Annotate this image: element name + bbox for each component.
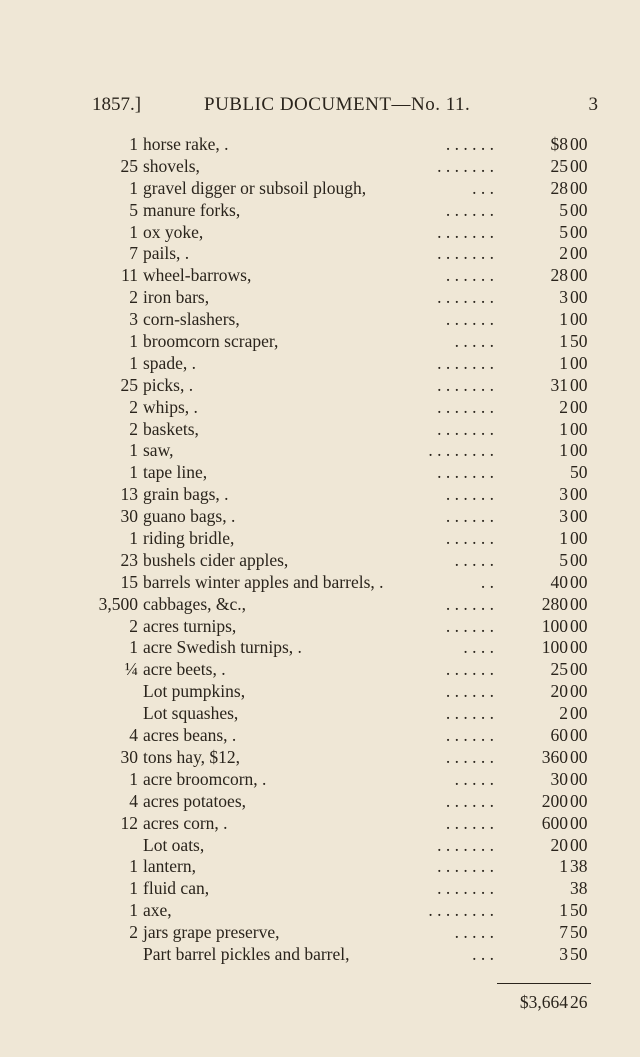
leader-dots: . . . <box>472 943 494 964</box>
total-row <box>0 992 640 1014</box>
item-cents: 00 <box>570 703 588 724</box>
item-cents: 00 <box>570 243 588 264</box>
item-cents: 00 <box>570 637 588 658</box>
item-quantity: 7 <box>129 243 138 264</box>
item-quantity: 2 <box>129 615 138 636</box>
item-quantity: 15 <box>120 571 138 592</box>
list-item <box>0 856 640 878</box>
page-number: 3 <box>588 94 598 115</box>
leader-dots: . . . . . <box>454 549 494 570</box>
item-description: acres beans, . <box>143 725 237 746</box>
list-item <box>0 156 640 178</box>
item-cents: 50 <box>570 900 588 921</box>
item-cents: 00 <box>570 768 588 789</box>
item-dollars: 600 <box>541 812 568 833</box>
item-quantity: 1 <box>129 440 138 461</box>
item-quantity: 1 <box>129 221 138 242</box>
header-year: 1857.] <box>92 94 142 115</box>
item-description: horse rake, . <box>143 134 229 154</box>
item-cents: 00 <box>570 790 588 811</box>
item-quantity: 25 <box>120 155 138 176</box>
item-dollars: 25 <box>550 659 568 680</box>
item-cents: 38 <box>570 856 588 877</box>
list-item <box>0 616 640 638</box>
list-item <box>0 747 640 769</box>
item-quantity: 1 <box>129 900 138 921</box>
leader-dots: . . . . . . . <box>437 352 494 373</box>
list-item <box>0 594 640 616</box>
list-item <box>0 287 640 309</box>
item-cents: 00 <box>570 834 588 855</box>
leader-dots: . . . . . . <box>445 134 494 154</box>
item-dollars: 7 <box>559 922 568 943</box>
item-cents: 00 <box>570 615 588 636</box>
leader-dots: . . . . . . <box>445 265 494 286</box>
leader-dots: . . . . . . <box>445 484 494 505</box>
item-description: wheel-barrows, <box>143 265 252 286</box>
item-dollars: 5 <box>559 199 568 220</box>
list-item <box>0 791 640 813</box>
item-dollars: 20 <box>550 681 568 702</box>
list-item <box>0 331 640 353</box>
leader-dots: . . . . <box>463 637 494 658</box>
item-quantity: 4 <box>129 790 138 811</box>
leader-dots: . . . . . . . <box>437 374 494 395</box>
item-quantity: 2 <box>129 418 138 439</box>
leader-dots: . . . . . . . . <box>428 440 494 461</box>
leader-dots: . . . <box>472 177 494 198</box>
leader-dots: . . . . . . <box>445 681 494 702</box>
item-cents: 00 <box>570 746 588 767</box>
item-quantity: 2 <box>129 922 138 943</box>
list-item <box>0 178 640 200</box>
item-description: acre Swedish turnips, . <box>143 637 302 658</box>
item-quantity: 30 <box>120 746 138 767</box>
item-description: bushels cider apples, <box>143 549 289 570</box>
item-cents: 50 <box>570 943 588 964</box>
list-item <box>0 572 640 594</box>
item-cents: 00 <box>570 265 588 286</box>
leader-dots: . . . . . . <box>445 790 494 811</box>
item-cents: 00 <box>570 374 588 395</box>
list-item <box>0 419 640 441</box>
item-cents: 00 <box>570 484 588 505</box>
item-cents: 00 <box>570 155 588 176</box>
leader-dots: . . . . . . . <box>437 155 494 176</box>
item-description: baskets, <box>143 418 199 439</box>
item-dollars: 40 <box>550 571 568 592</box>
item-cents: 00 <box>570 418 588 439</box>
leader-dots: . . . . . <box>454 922 494 943</box>
item-description: jars grape preserve, <box>143 922 280 943</box>
item-cents: 00 <box>570 440 588 461</box>
leader-dots: . . . . . . <box>445 812 494 833</box>
leader-dots: . . . . . . <box>445 199 494 220</box>
item-cents: 50 <box>570 922 588 943</box>
list-item <box>0 243 640 265</box>
item-quantity: 5 <box>129 199 138 220</box>
leader-dots: . . . . . . <box>445 528 494 549</box>
list-item <box>0 703 640 725</box>
leader-dots: . . . . . <box>454 768 494 789</box>
leader-dots: . . . . . . . <box>437 243 494 264</box>
item-description: grain bags, . <box>143 484 229 505</box>
list-item <box>0 944 640 966</box>
item-description: lantern, <box>143 856 196 877</box>
list-item <box>0 440 640 462</box>
item-cents: 00 <box>570 571 588 592</box>
list-item <box>0 550 640 572</box>
list-item <box>0 835 640 857</box>
leader-dots: . . . . . . . <box>437 878 494 899</box>
list-item <box>0 309 640 331</box>
item-cents: 00 <box>570 681 588 702</box>
item-description: iron bars, <box>143 287 210 308</box>
list-item <box>0 528 640 550</box>
item-dollars: 3 <box>559 287 568 308</box>
leader-dots: . . . . . . . <box>437 462 494 483</box>
item-quantity: 23 <box>120 549 138 570</box>
header-title: PUBLIC DOCUMENT—No. 11. <box>204 94 471 115</box>
item-cents: 00 <box>570 309 588 330</box>
list-item <box>0 222 640 244</box>
item-quantity: 4 <box>129 725 138 746</box>
leader-dots: . . . . . . <box>445 725 494 746</box>
list-item <box>0 134 640 156</box>
item-dollars: 280 <box>541 593 568 614</box>
list-item <box>0 725 640 747</box>
leader-dots: . . . . . . . <box>437 856 494 877</box>
item-dollars: 2 <box>559 396 568 417</box>
item-dollars: 100 <box>541 637 568 658</box>
item-dollars: 1 <box>559 352 568 373</box>
item-cents: 50 <box>570 331 588 352</box>
item-description: ox yoke, <box>143 221 204 242</box>
item-dollars: 28 <box>550 177 568 198</box>
item-dollars: 5 <box>559 549 568 570</box>
item-quantity: 25 <box>120 374 138 395</box>
item-dollars: 30 <box>550 768 568 789</box>
item-dollars: 360 <box>541 746 568 767</box>
item-description: Part barrel pickles and barrel, <box>143 943 350 964</box>
item-description: Lot oats, <box>143 834 205 855</box>
item-dollars: 1 <box>559 440 568 461</box>
item-quantity: 30 <box>120 506 138 527</box>
item-description: axe, <box>143 900 172 921</box>
item-description: acres turnips, <box>143 615 237 636</box>
item-dollars: 60 <box>550 725 568 746</box>
item-description: tape line, <box>143 462 208 483</box>
item-quantity: 2 <box>129 396 138 417</box>
list-item <box>0 375 640 397</box>
item-cents: 50 <box>570 462 588 483</box>
item-cents: 00 <box>570 549 588 570</box>
item-description: acre broomcorn, . <box>143 768 267 789</box>
item-quantity: 1 <box>129 462 138 483</box>
item-dollars: 3 <box>559 484 568 505</box>
item-cents: 38 <box>570 878 588 899</box>
leader-dots: . . . . . . <box>445 309 494 330</box>
item-description: guano bags, . <box>143 506 236 527</box>
item-quantity: 1 <box>129 856 138 877</box>
list-item <box>0 900 640 922</box>
item-description: barrels winter apples and barrels, . <box>143 571 384 592</box>
item-quantity: 13 <box>120 484 138 505</box>
list-item <box>0 200 640 222</box>
item-description: riding bridle, <box>143 528 235 549</box>
item-quantity: 1 <box>129 134 138 154</box>
item-quantity: 2 <box>129 287 138 308</box>
total-dollars: $3,664 <box>519 992 568 1012</box>
list-item <box>0 506 640 528</box>
list-item <box>0 878 640 900</box>
item-description: whips, . <box>143 396 198 417</box>
item-cents: 00 <box>570 221 588 242</box>
list-item <box>0 397 640 419</box>
item-description: Lot squashes, <box>143 703 239 724</box>
item-dollars: 31 <box>550 374 568 395</box>
item-description: broomcorn scraper, <box>143 331 279 352</box>
total-rule <box>497 983 591 984</box>
item-description: Lot pumpkins, <box>143 681 246 702</box>
item-quantity: 12 <box>120 812 138 833</box>
leader-dots: . . . . . . . <box>437 396 494 417</box>
item-description: saw, <box>143 440 174 461</box>
item-quantity: 1 <box>129 177 138 198</box>
leader-dots: . . . . . . <box>445 615 494 636</box>
list-item <box>0 265 640 287</box>
list-item <box>0 681 640 703</box>
list-item <box>0 462 640 484</box>
leader-dots: . . . . . . . <box>437 418 494 439</box>
item-dollars: $8 <box>550 134 568 154</box>
item-dollars: 200 <box>541 790 568 811</box>
leader-dots: . . . . . . . <box>437 221 494 242</box>
inventory-list <box>0 134 640 966</box>
item-dollars: 1 <box>559 856 568 877</box>
item-cents: 00 <box>570 725 588 746</box>
leader-dots: . . <box>480 571 494 592</box>
item-cents: 00 <box>570 199 588 220</box>
item-quantity: 1 <box>129 352 138 373</box>
item-cents: 00 <box>570 659 588 680</box>
item-dollars: 2 <box>559 703 568 724</box>
item-cents: 00 <box>570 812 588 833</box>
item-dollars: 1 <box>559 418 568 439</box>
item-description: acres potatoes, <box>143 790 247 811</box>
item-dollars: 1 <box>559 900 568 921</box>
leader-dots: . . . . . <box>454 331 494 352</box>
list-item <box>0 659 640 681</box>
item-cents: 00 <box>570 506 588 527</box>
item-cents: 00 <box>570 287 588 308</box>
item-cents: 00 <box>570 528 588 549</box>
item-quantity: 11 <box>121 265 138 286</box>
list-item <box>0 769 640 791</box>
leader-dots: . . . . . . <box>445 593 494 614</box>
item-dollars: 25 <box>550 155 568 176</box>
item-description: pails, . <box>143 243 190 264</box>
item-quantity: 1 <box>129 528 138 549</box>
item-dollars: 28 <box>550 265 568 286</box>
item-description: acres corn, . <box>143 812 228 833</box>
item-description: cabbages, &c., <box>143 593 247 614</box>
item-cents: 00 <box>570 177 588 198</box>
item-description: corn-slashers, <box>143 309 240 330</box>
item-dollars: 1 <box>559 331 568 352</box>
leader-dots: . . . . . . <box>445 746 494 767</box>
leader-dots: . . . . . . <box>445 659 494 680</box>
item-dollars: 1 <box>559 309 568 330</box>
page-header <box>92 94 598 120</box>
list-item <box>0 922 640 944</box>
item-description: acre beets, . <box>143 659 226 680</box>
leader-dots: . . . . . . . <box>437 834 494 855</box>
item-description: shovels, <box>143 155 200 176</box>
item-description: spade, . <box>143 352 196 373</box>
item-dollars: 100 <box>541 615 568 636</box>
item-quantity: 1 <box>129 331 138 352</box>
item-dollars: 3 <box>559 506 568 527</box>
item-description: tons hay, $12, <box>143 746 241 767</box>
item-dollars: 2 <box>559 243 568 264</box>
leader-dots: . . . . . . . . <box>428 900 494 921</box>
item-dollars: 20 <box>550 834 568 855</box>
item-dollars: 5 <box>559 221 568 242</box>
item-quantity: 1 <box>129 878 138 899</box>
list-item <box>0 813 640 835</box>
total-cents: 26 <box>570 992 588 1012</box>
item-cents: 00 <box>570 134 588 154</box>
item-cents: 00 <box>570 352 588 373</box>
item-description: fluid can, <box>143 878 210 899</box>
leader-dots: . . . . . . <box>445 506 494 527</box>
list-item <box>0 484 640 506</box>
item-description: picks, . <box>143 374 194 395</box>
item-quantity: 1 <box>129 768 138 789</box>
item-quantity: 3 <box>129 309 138 330</box>
item-dollars: 1 <box>559 528 568 549</box>
item-cents: 00 <box>570 396 588 417</box>
item-quantity: 1 <box>129 637 138 658</box>
list-item <box>0 637 640 659</box>
item-cents: 00 <box>570 593 588 614</box>
leader-dots: . . . . . . . <box>437 287 494 308</box>
list-item <box>0 353 640 375</box>
leader-dots: . . . . . . <box>445 703 494 724</box>
item-description: manure forks, <box>143 199 241 220</box>
item-quantity: ¼ <box>124 659 138 680</box>
item-dollars: 3 <box>559 943 568 964</box>
item-quantity: 3,500 <box>98 593 138 614</box>
item-description: gravel digger or subsoil plough, <box>143 177 367 198</box>
